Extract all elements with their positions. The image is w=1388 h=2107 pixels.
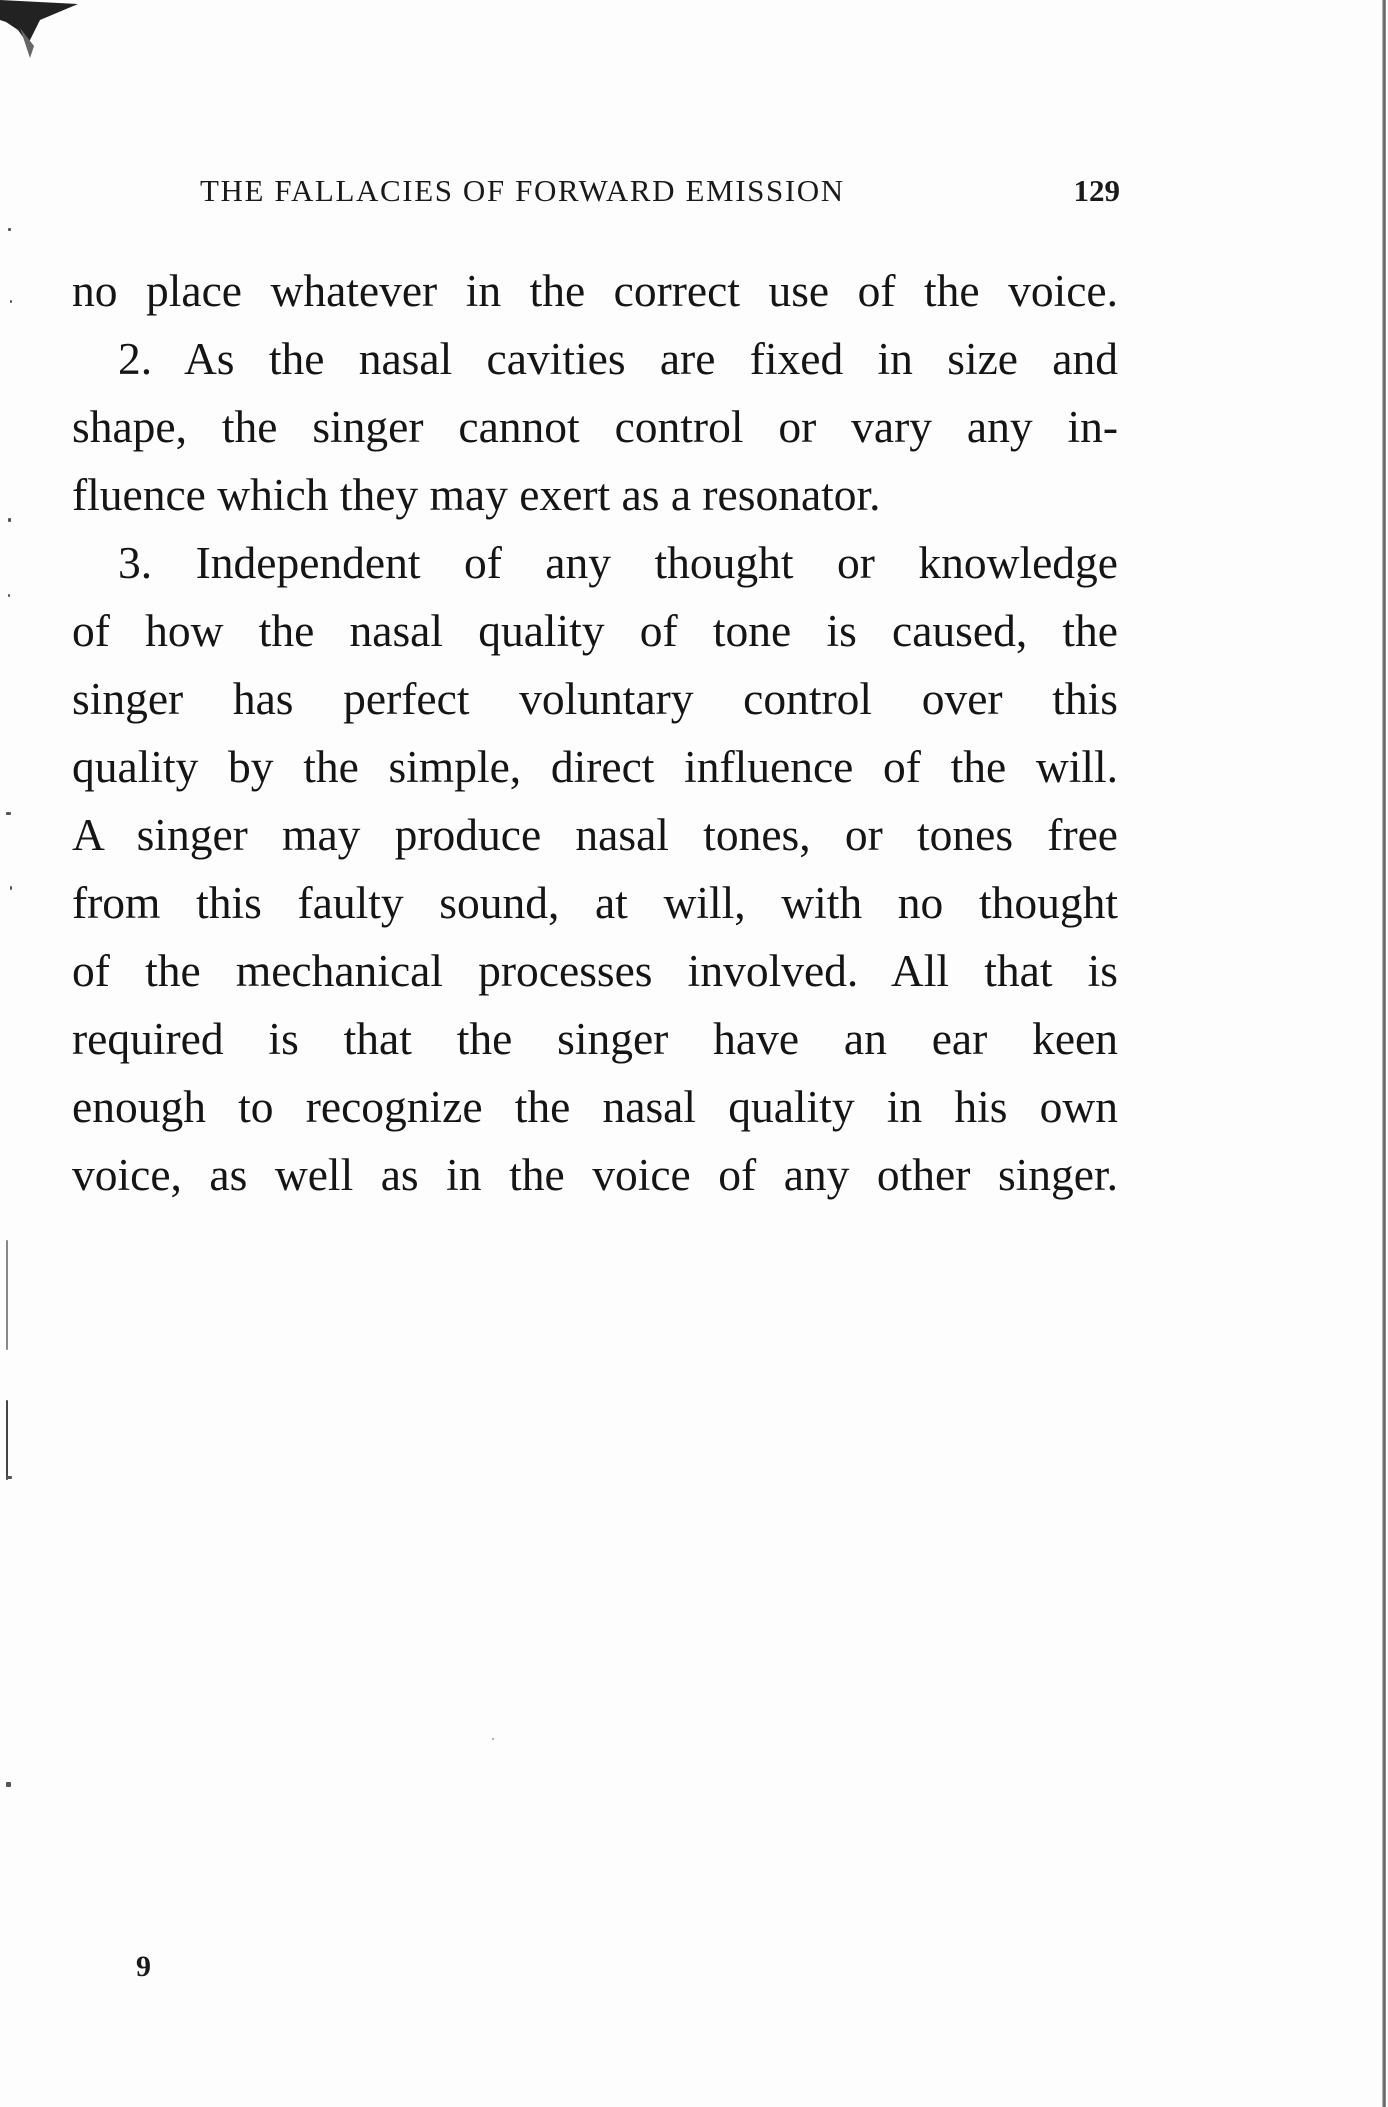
text-line: quality by the simple, direct influence of the will. (72, 741, 1118, 792)
text-line: voice, as well as in the voice of any other singer. (72, 1149, 1118, 1200)
text-line: 2. As the nasal cavities are fixed in size and (118, 333, 1118, 384)
signature-mark: 9 (136, 1950, 151, 1983)
text-line: of how the nasal quality of tone is caused, the (72, 605, 1118, 656)
text-line: of the mechanical processes involved. All that is (72, 945, 1118, 996)
text-line: from this faulty sound, at will, with no thought (72, 877, 1118, 928)
body-text (72, 257, 1118, 1209)
running-head-title: THE FALLACIES OF FORWARD EMISSION (200, 173, 845, 208)
page-edge-shadow (1382, 0, 1386, 2107)
text-line: required is that the singer have an ear keen (72, 1013, 1118, 1064)
text-line: A singer may produce nasal tones, or tones free (72, 809, 1118, 860)
text-line: no place whatever in the correct use of the voice. (72, 265, 1118, 316)
running-head (200, 173, 1120, 213)
page-number: 129 (1073, 173, 1120, 208)
text-line: shape, the singer cannot control or vary any in- (72, 401, 1118, 452)
text-line: 3. Independent of any thought or knowledge (118, 537, 1118, 588)
text-line: singer has perfect voluntary control over this (72, 673, 1118, 724)
text-line: enough to recognize the nasal quality in his own (72, 1081, 1118, 1132)
text-line: fluence which they may exert as a resonator. (72, 469, 881, 520)
scan-corner-shadow (0, 0, 80, 70)
